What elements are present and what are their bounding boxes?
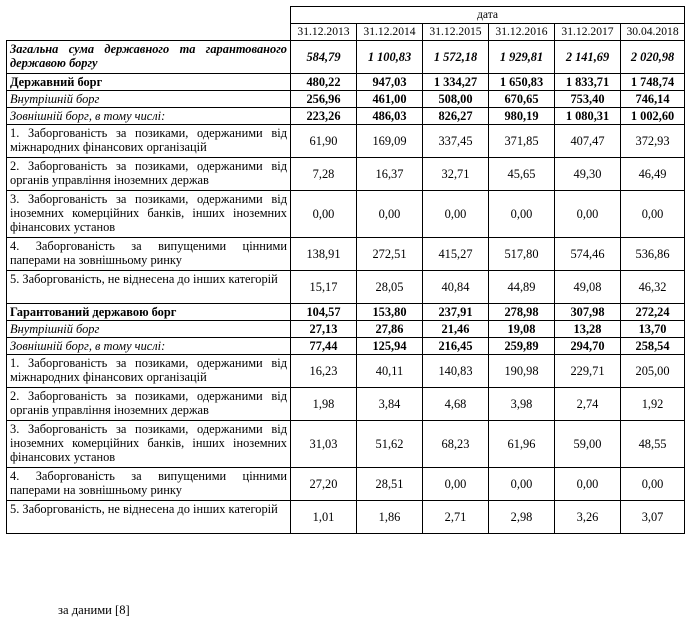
row-label: 2. Заборгованість за позиками, одержаними від органів управління іноземних держав: [7, 158, 291, 191]
value-cell: 0,00: [555, 191, 621, 238]
debt-table-container: [6, 6, 685, 534]
value-cell: 1 833,71: [555, 74, 621, 91]
value-cell: 2,98: [489, 501, 555, 534]
row-label: 4. Заборгованість за випущеними цінними паперами на зовнішньому ринку: [7, 468, 291, 501]
value-cell: 27,20: [291, 468, 357, 501]
value-cell: 1 748,74: [621, 74, 685, 91]
row-label: Гарантований державою борг: [7, 304, 291, 321]
source-note: за даними [8]: [58, 603, 130, 617]
value-cell: 256,96: [291, 91, 357, 108]
value-cell: 19,08: [489, 321, 555, 338]
value-cell: 205,00: [621, 355, 685, 388]
value-cell: 258,54: [621, 338, 685, 355]
value-cell: 16,23: [291, 355, 357, 388]
value-cell: 337,45: [423, 125, 489, 158]
table-row-item: [7, 501, 685, 534]
table-row-item3: [7, 421, 685, 468]
date-header-2017: 31.12.2017: [555, 24, 621, 41]
value-cell: 3,98: [489, 388, 555, 421]
row-label: 1. Заборгованість за позиками, одержаними від міжнародних фінансових організацій: [7, 355, 291, 388]
value-cell: 49,30: [555, 158, 621, 191]
value-cell: 104,57: [291, 304, 357, 321]
value-cell: 508,00: [423, 91, 489, 108]
table-row-item: [7, 271, 685, 304]
value-cell: 27,13: [291, 321, 357, 338]
value-cell: 27,86: [357, 321, 423, 338]
value-cell: 7,28: [291, 158, 357, 191]
value-cell: 216,45: [423, 338, 489, 355]
row-label: 5. Заборгованість, не віднесена до інших категорій: [7, 501, 291, 534]
header-corner-cell: [7, 7, 291, 41]
value-cell: 480,22: [291, 74, 357, 91]
value-cell: 947,03: [357, 74, 423, 91]
value-cell: 3,07: [621, 501, 685, 534]
value-cell: 1 002,60: [621, 108, 685, 125]
value-cell: 1 334,27: [423, 74, 489, 91]
value-cell: 0,00: [621, 191, 685, 238]
value-cell: 294,70: [555, 338, 621, 355]
value-cell: 61,90: [291, 125, 357, 158]
value-cell: 2 020,98: [621, 41, 685, 74]
value-cell: 1 080,31: [555, 108, 621, 125]
value-cell: 3,26: [555, 501, 621, 534]
row-label: Зовнішній борг, в тому числі:: [7, 338, 291, 355]
row-label: 3. Заборгованість за позиками, одержаними від іноземних комерційних банків, інших іноземних фінансових установ: [7, 191, 291, 238]
value-cell: 61,96: [489, 421, 555, 468]
value-cell: 753,40: [555, 91, 621, 108]
value-cell: 584,79: [291, 41, 357, 74]
table-row-item: [7, 125, 685, 158]
value-cell: 48,55: [621, 421, 685, 468]
value-cell: 0,00: [291, 191, 357, 238]
value-cell: 138,91: [291, 238, 357, 271]
table-row-item: [7, 158, 685, 191]
date-header-2018: 30.04.2018: [621, 24, 685, 41]
value-cell: 13,70: [621, 321, 685, 338]
value-cell: 237,91: [423, 304, 489, 321]
value-cell: 307,98: [555, 304, 621, 321]
value-cell: 746,14: [621, 91, 685, 108]
value-cell: 1,86: [357, 501, 423, 534]
value-cell: 31,03: [291, 421, 357, 468]
value-cell: 0,00: [621, 468, 685, 501]
date-header-2014: 31.12.2014: [357, 24, 423, 41]
table-row-sub: [7, 338, 685, 355]
table-row-item: [7, 388, 685, 421]
table-row-main: [7, 304, 685, 321]
header-row-group: [7, 7, 685, 24]
value-cell: 13,28: [555, 321, 621, 338]
row-label: 4. Заборгованість за випущеними цінними паперами на зовнішньому ринку: [7, 238, 291, 271]
value-cell: 223,26: [291, 108, 357, 125]
value-cell: 1,92: [621, 388, 685, 421]
value-cell: 45,65: [489, 158, 555, 191]
value-cell: 259,89: [489, 338, 555, 355]
date-header-2016: 31.12.2016: [489, 24, 555, 41]
table-row-total: [7, 41, 685, 74]
value-cell: 1,01: [291, 501, 357, 534]
row-label: Внутрішній борг: [7, 91, 291, 108]
value-cell: 2 141,69: [555, 41, 621, 74]
value-cell: 28,51: [357, 468, 423, 501]
value-cell: 46,32: [621, 271, 685, 304]
row-label: Внутрішній борг: [7, 321, 291, 338]
value-cell: 4,68: [423, 388, 489, 421]
date-header-2015: 31.12.2015: [423, 24, 489, 41]
value-cell: 21,46: [423, 321, 489, 338]
value-cell: 272,51: [357, 238, 423, 271]
table-row-main: [7, 74, 685, 91]
value-cell: 415,27: [423, 238, 489, 271]
value-cell: 1 650,83: [489, 74, 555, 91]
value-cell: 153,80: [357, 304, 423, 321]
debt-table: [6, 6, 685, 534]
value-cell: 272,24: [621, 304, 685, 321]
row-label: 1. Заборгованість за позиками, одержаними від міжнародних фінансових організацій: [7, 125, 291, 158]
value-cell: 407,47: [555, 125, 621, 158]
value-cell: 0,00: [489, 468, 555, 501]
value-cell: 278,98: [489, 304, 555, 321]
table-row-item: [7, 238, 685, 271]
row-label: Державний борг: [7, 74, 291, 91]
row-label: 5. Заборгованість, не віднесена до інших категорій: [7, 271, 291, 304]
row-label: 2. Заборгованість за позиками, одержаними від органів управління іноземних держав: [7, 388, 291, 421]
value-cell: 536,86: [621, 238, 685, 271]
value-cell: 0,00: [423, 191, 489, 238]
value-cell: 16,37: [357, 158, 423, 191]
value-cell: 15,17: [291, 271, 357, 304]
value-cell: 51,62: [357, 421, 423, 468]
value-cell: 574,46: [555, 238, 621, 271]
value-cell: 0,00: [357, 191, 423, 238]
value-cell: 40,11: [357, 355, 423, 388]
value-cell: 32,71: [423, 158, 489, 191]
value-cell: 670,65: [489, 91, 555, 108]
value-cell: 486,03: [357, 108, 423, 125]
value-cell: 1,98: [291, 388, 357, 421]
value-cell: 1 929,81: [489, 41, 555, 74]
value-cell: 68,23: [423, 421, 489, 468]
value-cell: 371,85: [489, 125, 555, 158]
value-cell: 2,74: [555, 388, 621, 421]
value-cell: 49,08: [555, 271, 621, 304]
value-cell: 0,00: [423, 468, 489, 501]
value-cell: 229,71: [555, 355, 621, 388]
value-cell: 517,80: [489, 238, 555, 271]
table-row-sub: [7, 321, 685, 338]
value-cell: 1 572,18: [423, 41, 489, 74]
value-cell: 59,00: [555, 421, 621, 468]
table-row-item: [7, 355, 685, 388]
value-cell: 3,84: [357, 388, 423, 421]
table-row-sub: [7, 91, 685, 108]
value-cell: 190,98: [489, 355, 555, 388]
value-cell: 0,00: [555, 468, 621, 501]
value-cell: 980,19: [489, 108, 555, 125]
value-cell: 826,27: [423, 108, 489, 125]
value-cell: 461,00: [357, 91, 423, 108]
row-label: 3. Заборгованість за позиками, одержаними від іноземних комерційних банків, інших іноземних фінансових установ: [7, 421, 291, 468]
value-cell: 0,00: [489, 191, 555, 238]
value-cell: 44,89: [489, 271, 555, 304]
value-cell: 125,94: [357, 338, 423, 355]
value-cell: 169,09: [357, 125, 423, 158]
table-row-item: [7, 468, 685, 501]
row-label: Загальна сума державного та гарантованого державою боргу: [7, 41, 291, 74]
date-group-header: дата: [291, 7, 685, 24]
value-cell: 140,83: [423, 355, 489, 388]
value-cell: 2,71: [423, 501, 489, 534]
value-cell: 40,84: [423, 271, 489, 304]
value-cell: 1 100,83: [357, 41, 423, 74]
date-header-2013: 31.12.2013: [291, 24, 357, 41]
value-cell: 77,44: [291, 338, 357, 355]
value-cell: 46,49: [621, 158, 685, 191]
table-row-item3: [7, 191, 685, 238]
value-cell: 372,93: [621, 125, 685, 158]
row-label: Зовнішній борг, в тому числі:: [7, 108, 291, 125]
table-row-sub: [7, 108, 685, 125]
value-cell: 28,05: [357, 271, 423, 304]
